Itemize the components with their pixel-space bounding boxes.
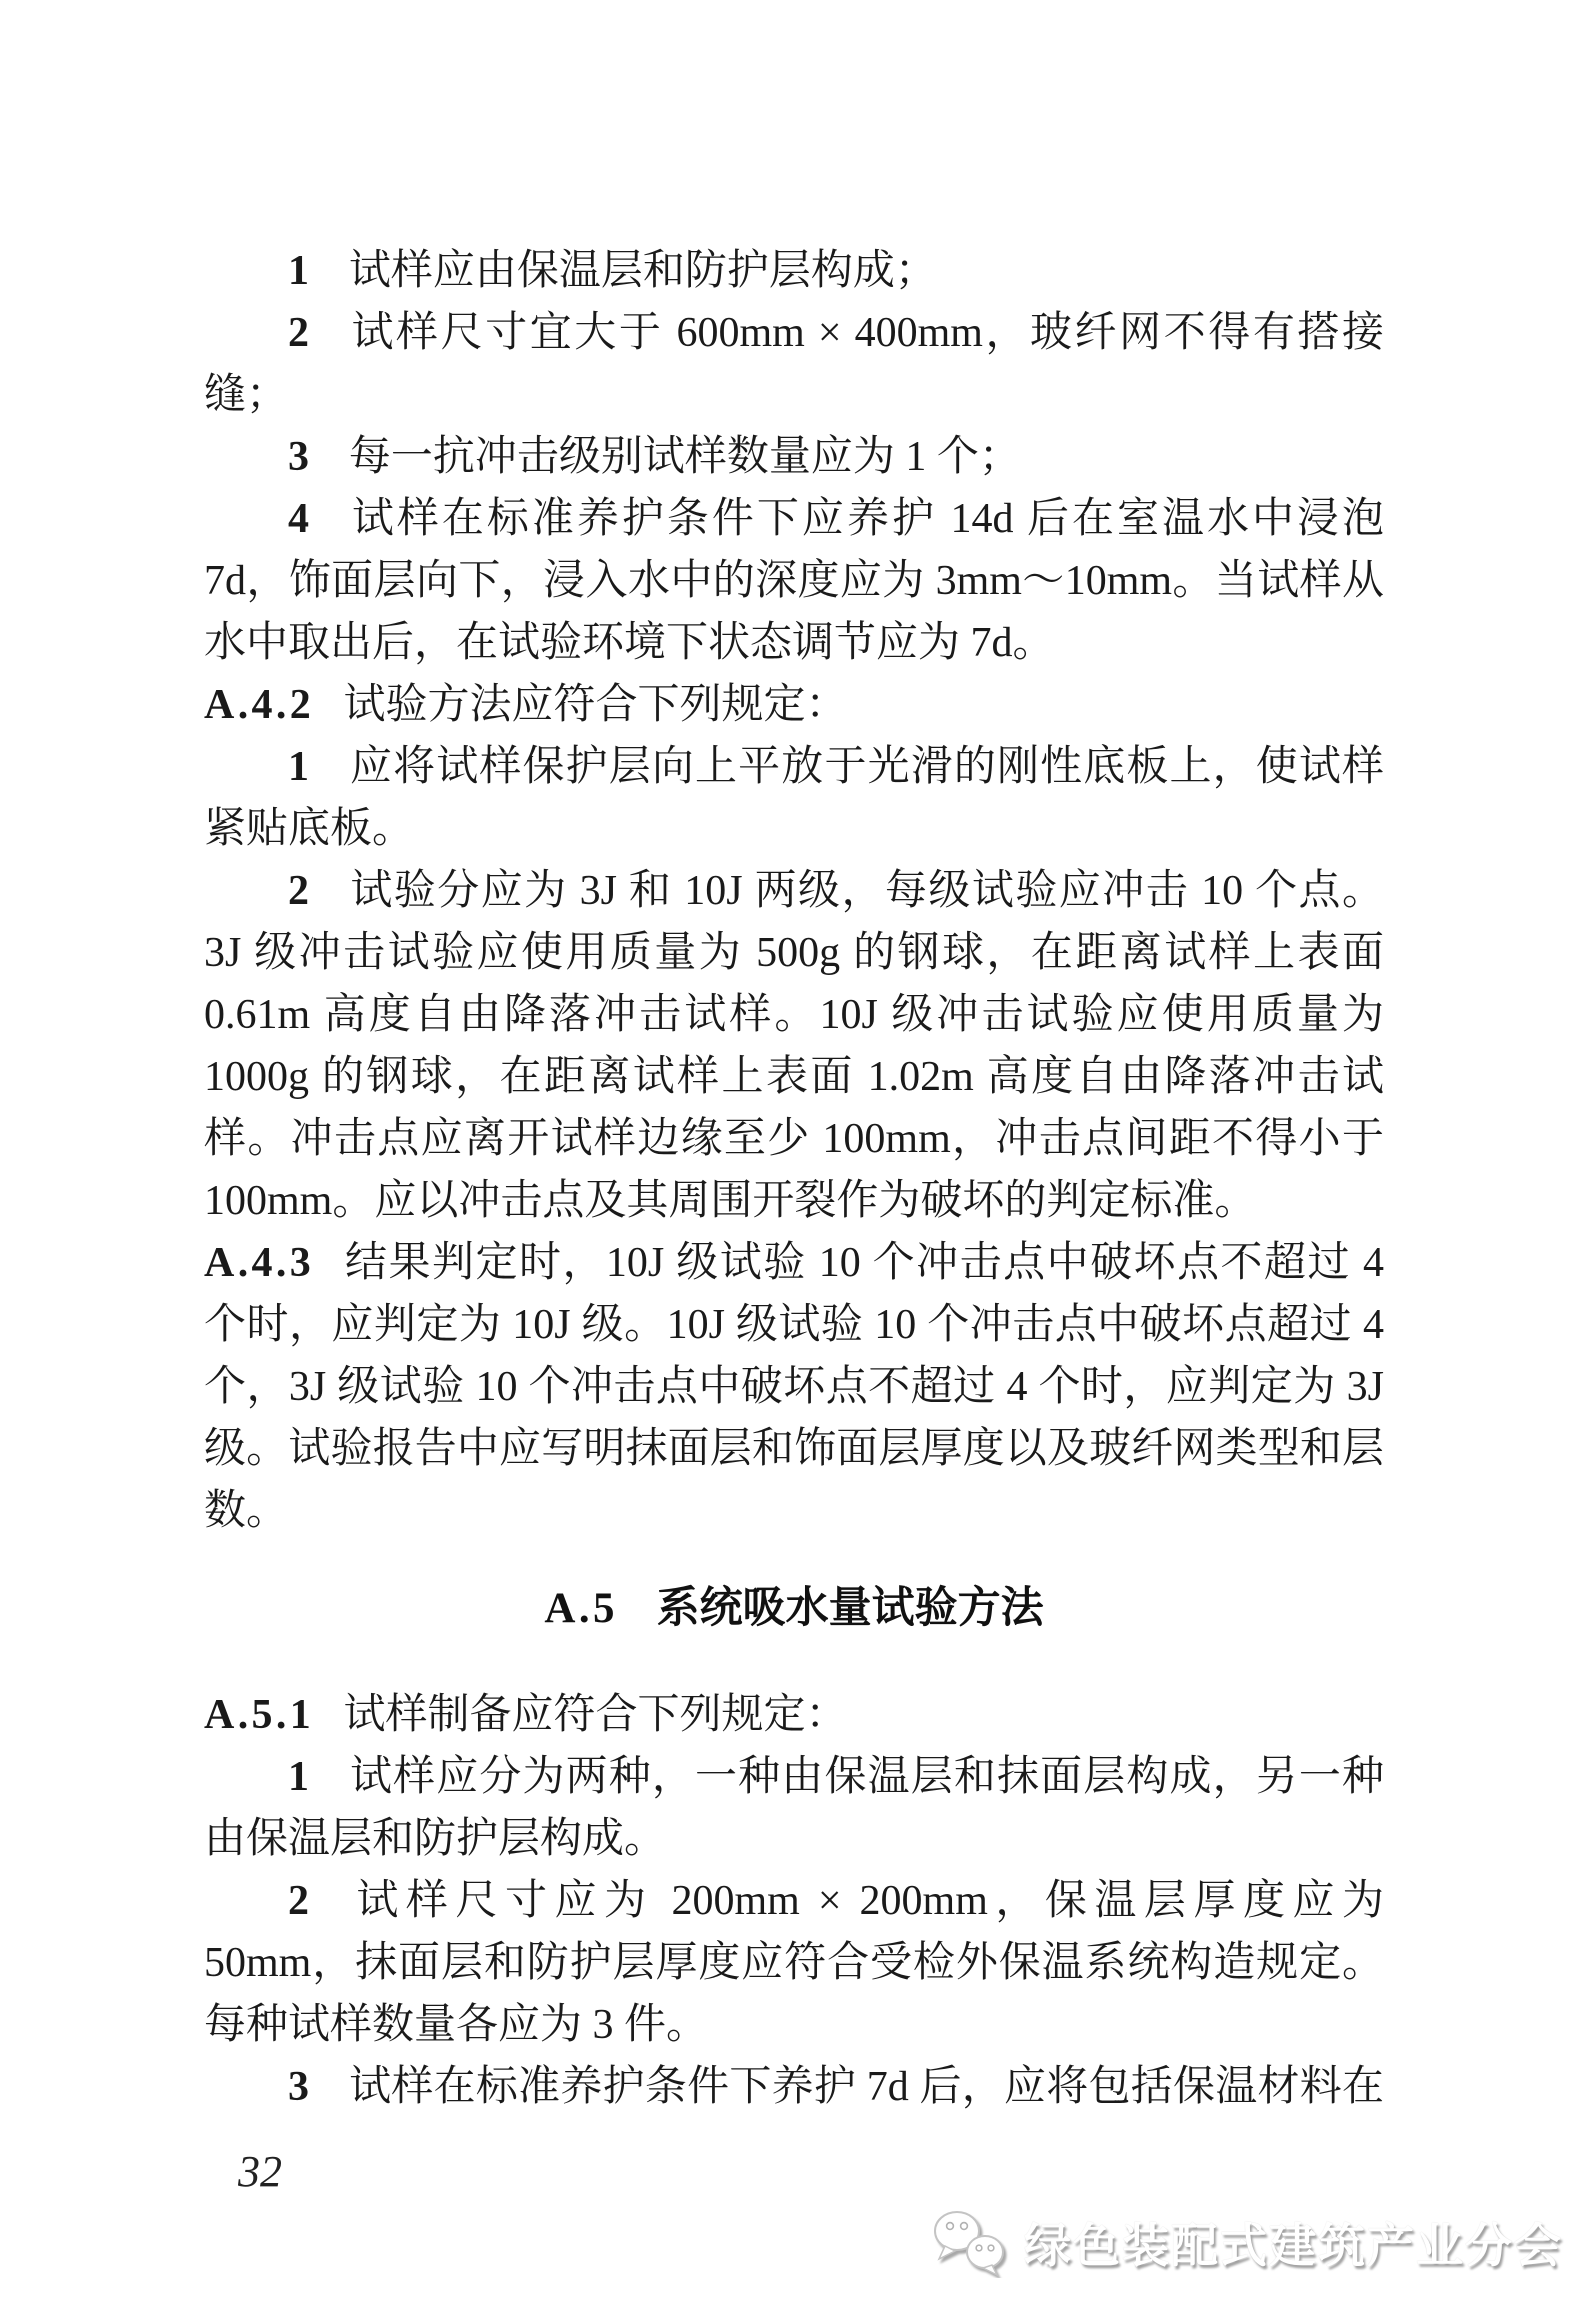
item-number: 2: [288, 1878, 309, 1924]
list-item: [204, 302, 1384, 426]
clause-label: A.5.1: [204, 1692, 315, 1738]
page-number: 32: [238, 2147, 282, 2196]
item-text: 每一抗冲击级别试样数量应为 1 个；: [348, 434, 1021, 480]
list-item: [204, 860, 1384, 1232]
item-number: 1: [288, 744, 309, 790]
watermark-text: 绿色装配式建筑产业分会: [1024, 2218, 1563, 2272]
clause-paragraph: [204, 1684, 1384, 1746]
list-item: [204, 1746, 1384, 1870]
item-number: 1: [288, 248, 309, 294]
clause-label: A.4.3: [204, 1240, 315, 1286]
item-text: 应将试样保护层向上平放于光滑的刚性底板上，使试样紧贴底板。: [204, 744, 1384, 852]
item-text: 试样应由保温层和防护层构成；: [348, 248, 937, 294]
item-number: 3: [288, 2064, 309, 2110]
list-item: [204, 240, 1384, 302]
item-text: 试验分应为 3J 和 10J 两级，每级试验应冲击 10 个点。3J 级冲击试验应使用质量为 500g 的钢球，在距离试样上表面 0.61m 高度自由降落冲击试样。10J 级冲击试验应使用质量为 1000g 的钢球，在距离试样上表面 1.02m 高度自由降落冲击试样。冲击点应离开试样边缘至少 100mm，冲击点间距不得小于 100mm。应以冲击点及其周围开裂作为破坏的判定标准。: [204, 868, 1384, 1224]
item-number: 2: [288, 310, 309, 356]
item-text: 试样尺寸宜大于 600mm × 400mm，玻纤网不得有搭接缝；: [204, 310, 1384, 418]
item-text: 试样在标准养护条件下应养护 14d 后在室温水中浸泡 7d，饰面层向下，浸入水中的深度应为 3mm～10mm。当试样从水中取出后，在试验环境下状态调节应为 7d。: [204, 496, 1384, 666]
document-body: [204, 240, 1384, 2118]
clause-text: 试验方法应符合下列规定：: [343, 682, 848, 728]
item-number: 2: [288, 868, 309, 914]
item-number: 1: [288, 1754, 309, 1800]
clause-paragraph: [204, 674, 1384, 736]
item-text: 试样尺寸应为 200mm × 200mm，保温层厚度应为 50mm，抹面层和防护层厚度应符合受检外保温系统构造规定。每种试样数量各应为 3 件。: [204, 1878, 1384, 2048]
clause-label: A.4.2: [204, 682, 315, 728]
wechat-icon: [928, 2206, 1014, 2278]
clause-text: 结果判定时，10J 级试验 10 个冲击点中破坏点不超过 4 个时，应判定为 10J 级。10J 级试验 10 个冲击点中破坏点超过 4 个，3J 级试验 10 个冲击点中破坏点不超过 4 个时，应判定为 3J 级。试验报告中应写明抹面层和饰面层厚度以及玻纤网类型和层数。: [204, 1240, 1384, 1534]
heading-text: 系统吸水量试验方法: [656, 1585, 1044, 1632]
item-number: 3: [288, 434, 309, 480]
section-heading: [204, 1578, 1384, 1640]
list-item: [204, 2056, 1384, 2118]
list-item: [204, 1870, 1384, 2056]
heading-label: A.5: [544, 1585, 618, 1632]
watermark: [928, 2206, 1563, 2278]
item-number: 4: [288, 496, 309, 542]
list-item: [204, 426, 1384, 488]
clause-text: 试样制备应符合下列规定：: [343, 1692, 848, 1738]
list-item: [204, 488, 1384, 674]
list-item: [204, 736, 1384, 860]
clause-paragraph: [204, 1232, 1384, 1542]
item-text: 试样应分为两种，一种由保温层和抹面层构成，另一种由保温层和防护层构成。: [204, 1754, 1384, 1862]
item-text: 试样在标准养护条件下养护 7d 后，应将包括保温材料在: [348, 2064, 1384, 2110]
